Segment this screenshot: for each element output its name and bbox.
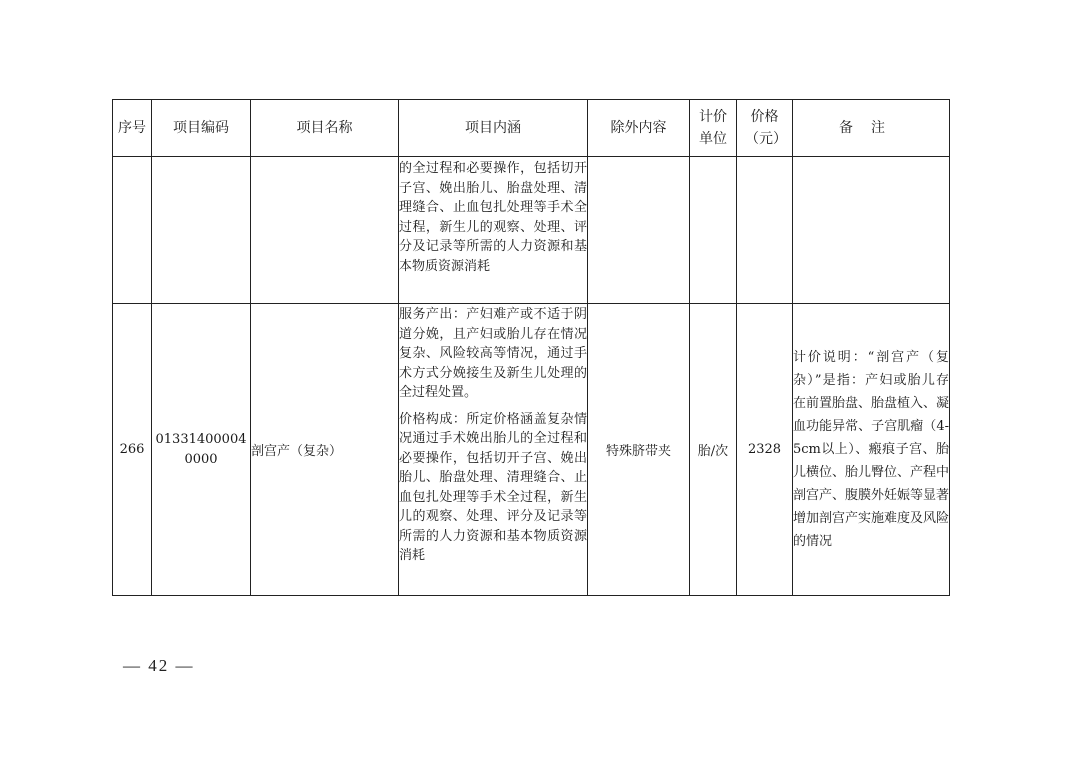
cell-price: 2328	[737, 304, 793, 596]
table-row-continuation	[113, 157, 950, 304]
cell-content-continuation	[399, 157, 588, 304]
price-table	[112, 99, 950, 596]
content-continuation-text: 的全过程和必要操作，包括切开子宫、娩出胎儿、胎盘处理、清理缝合、止血包扎处理等手术全过程，新生儿的观察、处理、评分及记录等所需的人力资源和基本物质资源消耗	[399, 161, 587, 274]
cell-note: 计价说明：“剖宫产（复杂）”是指：产妇或胎儿存在前置胎盘、胎盘植入、凝血功能异常、子宫肌瘤（4-5cm以上）、瘢痕子宫、胎儿横位、胎儿臀位、产程中剖宫产、腹膜外妊娠等显著增加剖宫产实施难度及风险的情况	[793, 304, 950, 596]
header-code: 项目编码	[152, 100, 251, 157]
cell-empty	[113, 157, 152, 304]
header-seq: 序号	[113, 100, 152, 157]
cell-empty	[251, 157, 399, 304]
header-name: 项目名称	[251, 100, 399, 157]
cell-name: 剖宫产（复杂）	[251, 304, 399, 596]
cell-empty	[793, 157, 950, 304]
cell-exclusion: 特殊脐带夹	[588, 304, 690, 596]
cell-seq: 266	[113, 304, 152, 596]
content-service-text: 服务产出：产妇难产或不适于阴道分娩，且产妇或胎儿存在情况复杂、风险较高等情况，通过手术方式分娩接生及新生儿处理的全过程处置。	[399, 307, 587, 400]
cell-empty	[152, 157, 251, 304]
cell-empty	[588, 157, 690, 304]
cell-empty	[690, 157, 737, 304]
header-exclusion: 除外内容	[588, 100, 690, 157]
table-header-row	[113, 100, 950, 157]
page-number: — 42 —	[123, 656, 195, 675]
cell-content	[399, 304, 588, 596]
header-price: 价格（元）	[737, 100, 793, 157]
content-price-text: 价格构成：所定价格涵盖复杂情况通过手术娩出胎儿的全过程和必要操作，包括切开子宫、娩出胎儿、胎盘处理、清理缝合、止血包扎处理等手术全过程，新生儿的观察、处理、评分及记录等所需的人力资源和基本物质资源消耗	[399, 411, 587, 563]
header-note: 备注	[793, 100, 950, 157]
header-content: 项目内涵	[399, 100, 588, 157]
cell-empty	[737, 157, 793, 304]
table-row	[113, 304, 950, 596]
cell-code: 013314000040000	[152, 304, 251, 596]
cell-unit: 胎/次	[690, 304, 737, 596]
header-unit: 计价单位	[690, 100, 737, 157]
